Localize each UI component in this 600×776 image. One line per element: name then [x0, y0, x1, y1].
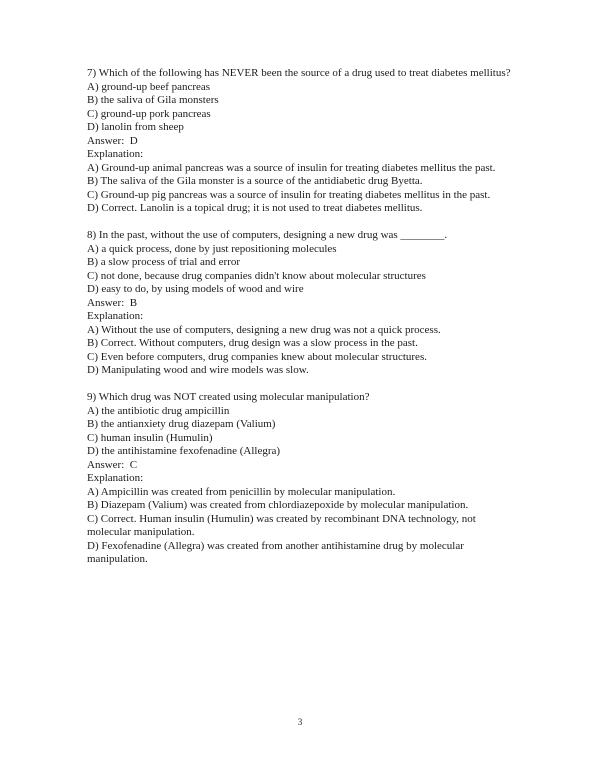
explanation-c: C) Even before computers, drug companies knew about molecular structures.	[87, 350, 427, 363]
question-option-b: B) the saliva of Gila monsters	[87, 94, 219, 106]
page-content	[87, 67, 518, 567]
question-9	[87, 391, 518, 567]
explanation-d: D) Correct. Lanolin is a topical drug; it is not used to treat diabetes mellitus.	[87, 202, 423, 214]
question-option-a: A) a quick process, done by just repositioning molecules	[87, 242, 337, 255]
question-stem: 8) In the past, without the use of computers, designing a new drug was ________.	[87, 229, 448, 241]
page-number: 3	[297, 718, 303, 728]
explanation-c: C) Correct. Human insulin (Humulin) was created by recombinant DNA technology, not molecular manipulation.	[87, 512, 479, 538]
question-option-b: B) a slow process of trial and error	[87, 256, 241, 268]
explanation-label: Explanation:	[87, 148, 144, 160]
question-option-c: C) ground-up pork pancreas	[87, 107, 211, 120]
question-option-c: C) not done, because drug companies didn't know about molecular structures	[87, 269, 426, 282]
answer-line: Answer: B	[87, 296, 138, 309]
question-option-b: B) the antianxiety drug diazepam (Valium)	[87, 418, 276, 430]
question-option-d: D) easy to do, by using models of wood and wire	[87, 283, 304, 295]
explanation-d: D) Fexofenadine (Allegra) was created from another antihistamine drug by molecular manipulation.	[87, 539, 467, 565]
explanation-b: B) Diazepam (Valium) was created from chlordiazepoxide by molecular manipulation.	[87, 499, 469, 511]
explanation-b: B) The saliva of the Gila monster is a source of the antidiabetic drug Byetta.	[87, 175, 423, 187]
explanation-a: A) Without the use of computers, designing a new drug was not a quick process.	[87, 323, 441, 336]
explanation-d: D) Manipulating wood and wire models was slow.	[87, 364, 309, 376]
explanation-c: C) Ground-up pig pancreas was a source of insulin for treating diabetes mellitus in the past.	[87, 188, 491, 201]
question-8	[87, 229, 518, 378]
explanation-label: Explanation:	[87, 472, 144, 484]
explanation-b: B) Correct. Without computers, drug design was a slow process in the past.	[87, 337, 418, 349]
question-stem: 7) Which of the following has NEVER been the source of a drug used to treat diabetes mellitus?	[87, 67, 511, 79]
answer-line: Answer: C	[87, 458, 138, 471]
question-option-d: D) the antihistamine fexofenadine (Allegra)	[87, 445, 281, 457]
explanation-a: A) Ground-up animal pancreas was a source of insulin for treating diabetes mellitus the past.	[87, 161, 496, 174]
question-option-d: D) lanolin from sheep	[87, 121, 184, 133]
explanation-a: A) Ampicillin was created from penicillin by molecular manipulation.	[87, 485, 396, 498]
answer-line: Answer: D	[87, 134, 138, 147]
explanation-label: Explanation:	[87, 310, 144, 322]
question-stem: 9) Which drug was NOT created using molecular manipulation?	[87, 391, 370, 403]
question-7	[87, 67, 518, 216]
question-option-a: A) the antibiotic drug ampicillin	[87, 404, 230, 417]
question-option-c: C) human insulin (Humulin)	[87, 431, 213, 444]
question-option-a: A) ground-up beef pancreas	[87, 80, 211, 93]
